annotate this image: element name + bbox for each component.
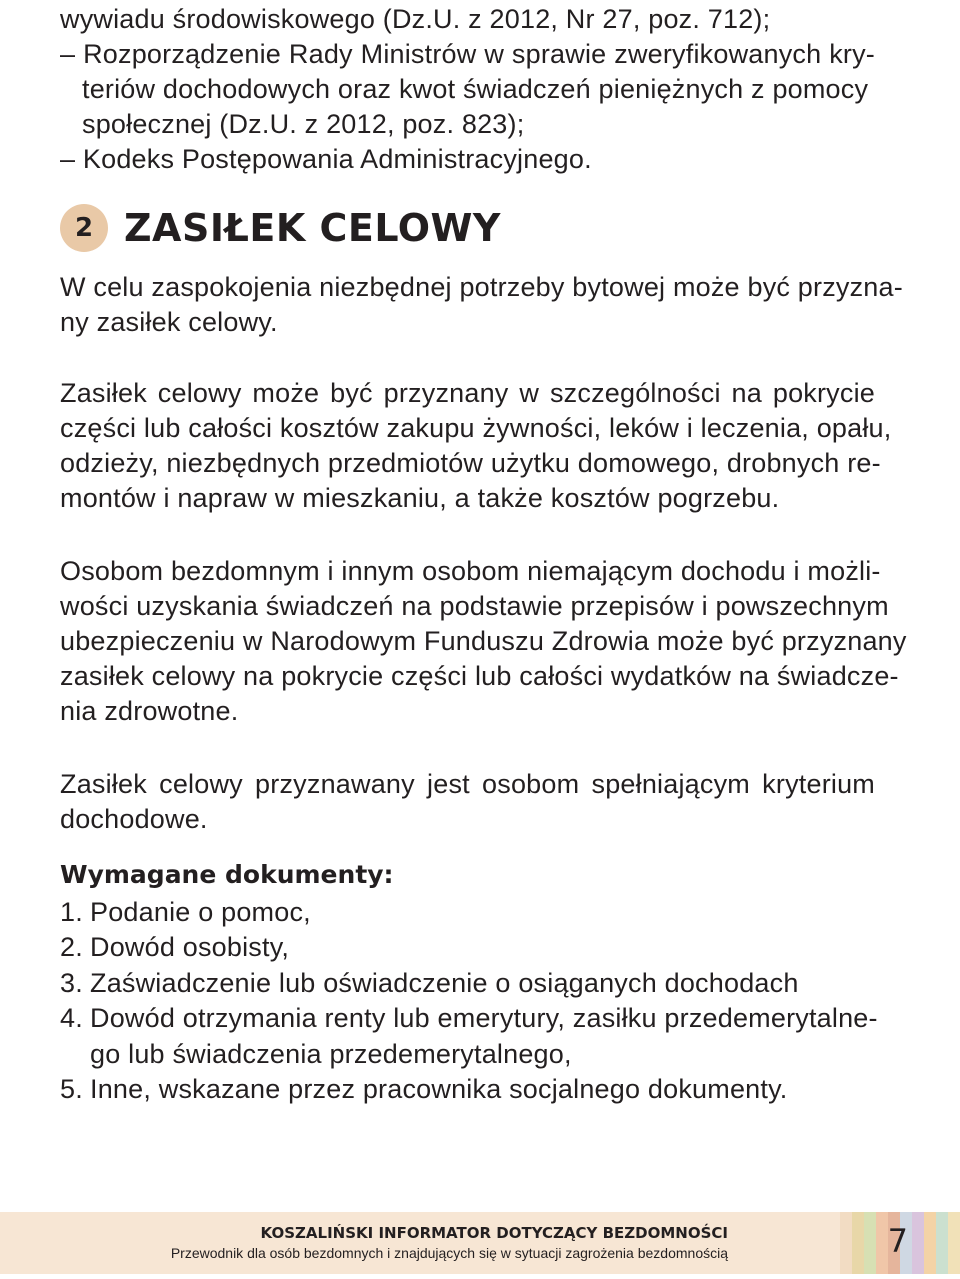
document-item-3 xyxy=(60,966,799,1002)
document-item-text: Dowód osobisty, xyxy=(90,932,290,962)
intro-line-1: wywiadu środowiskowego (Dz.U. z 2012, Nr 27, poz. 712); xyxy=(60,4,771,34)
documents-heading: Wymagane dokumenty: xyxy=(60,860,394,889)
footer-stripe xyxy=(852,1212,864,1274)
document-item-number: 2. xyxy=(60,932,83,962)
footer-stripe xyxy=(876,1212,888,1274)
footer-subtitle: Przewodnik dla osób bezdomnych i znajdujących się w sytuacji zagrożenia bezdomnością xyxy=(170,1245,728,1261)
section-title: ZASIŁEK CELOWY xyxy=(124,206,501,250)
section-number-badge: 2 xyxy=(60,204,108,252)
intro-line-2: – Rozporządzenie Rady Ministrów w sprawie zweryfikowanych kry- xyxy=(60,39,875,69)
paragraph-3-line-4: zasiłek celowy na pokrycie części lub całości wydatków na świadcze- xyxy=(60,661,899,691)
paragraph-1-line-2: ny zasiłek celowy. xyxy=(60,307,278,337)
paragraph-4-line-2: dochodowe. xyxy=(60,804,208,834)
document-item-number: 5. xyxy=(60,1074,83,1104)
paragraph-3-line-1: Osobom bezdomnym i innym osobom niemającym dochodu i możli- xyxy=(60,556,881,586)
document-item-text: Podanie o pomoc, xyxy=(90,897,311,927)
footer-stripe xyxy=(936,1212,948,1274)
document-item-5 xyxy=(60,1072,787,1108)
footer-stripe xyxy=(912,1212,924,1274)
paragraph-1-line-1: W celu zaspokojenia niezbędnej potrzeby bytowej może być przyzna- xyxy=(60,272,903,302)
page-footer xyxy=(0,1212,960,1274)
intro-line-3: teriów dochodowych oraz kwot świadczeń pieniężnych z pomocy xyxy=(82,74,869,104)
document-item-4 xyxy=(60,1001,878,1037)
document-item-number: 3. xyxy=(60,968,83,998)
document-item-4-continuation: go lub świadczenia przedemerytalnego, xyxy=(90,1039,572,1069)
footer-title: KOSZALIŃSKI INFORMATOR DOTYCZĄCY BEZDOMNOŚCI xyxy=(260,1224,728,1242)
document-item-2 xyxy=(60,930,289,966)
footer-stripe xyxy=(840,1212,852,1274)
paragraph-4-line-1: Zasiłek celowy przyznawany jest osobom spełniającym kryterium xyxy=(60,769,875,799)
section-header xyxy=(60,200,501,256)
paragraph-3-line-2: wości uzyskania świadczeń na podstawie przepisów i powszechnym xyxy=(60,591,889,621)
paragraph-2-line-1: Zasiłek celowy może być przyznany w szczególności na pokrycie xyxy=(60,378,875,408)
footer-stripe xyxy=(924,1212,936,1274)
paragraph-2-line-4: montów i napraw w mieszkaniu, a także kosztów pogrzebu. xyxy=(60,483,780,513)
document-item-text: Dowód otrzymania renty lub emerytury, zasiłku przedemerytalne- xyxy=(90,1003,878,1033)
paragraph-2-line-3: odzieży, niezbędnych przedmiotów użytku domowego, drobnych re- xyxy=(60,448,881,478)
footer-stripe xyxy=(864,1212,876,1274)
document-item-1 xyxy=(60,895,311,931)
document-item-number: 4. xyxy=(60,1003,83,1033)
intro-line-4: społecznej (Dz.U. z 2012, poz. 823); xyxy=(82,109,525,139)
paragraph-2-line-2: części lub całości kosztów zakupu żywności, leków i leczenia, opału, xyxy=(60,413,892,443)
paragraph-3-line-3: ubezpieczeniu w Narodowym Funduszu Zdrowia może być przyznany xyxy=(60,626,907,656)
paragraph-3-line-5: nia zdrowotne. xyxy=(60,696,239,726)
page-number: 7 xyxy=(887,1222,908,1260)
intro-line-5: – Kodeks Postępowania Administracyjnego. xyxy=(60,144,592,174)
document-item-number: 1. xyxy=(60,897,83,927)
document-item-text: Zaświadczenie lub oświadczenie o osiąganych dochodach xyxy=(90,968,799,998)
footer-stripe xyxy=(948,1212,960,1274)
document-item-text: Inne, wskazane przez pracownika socjalnego dokumenty. xyxy=(90,1074,788,1104)
